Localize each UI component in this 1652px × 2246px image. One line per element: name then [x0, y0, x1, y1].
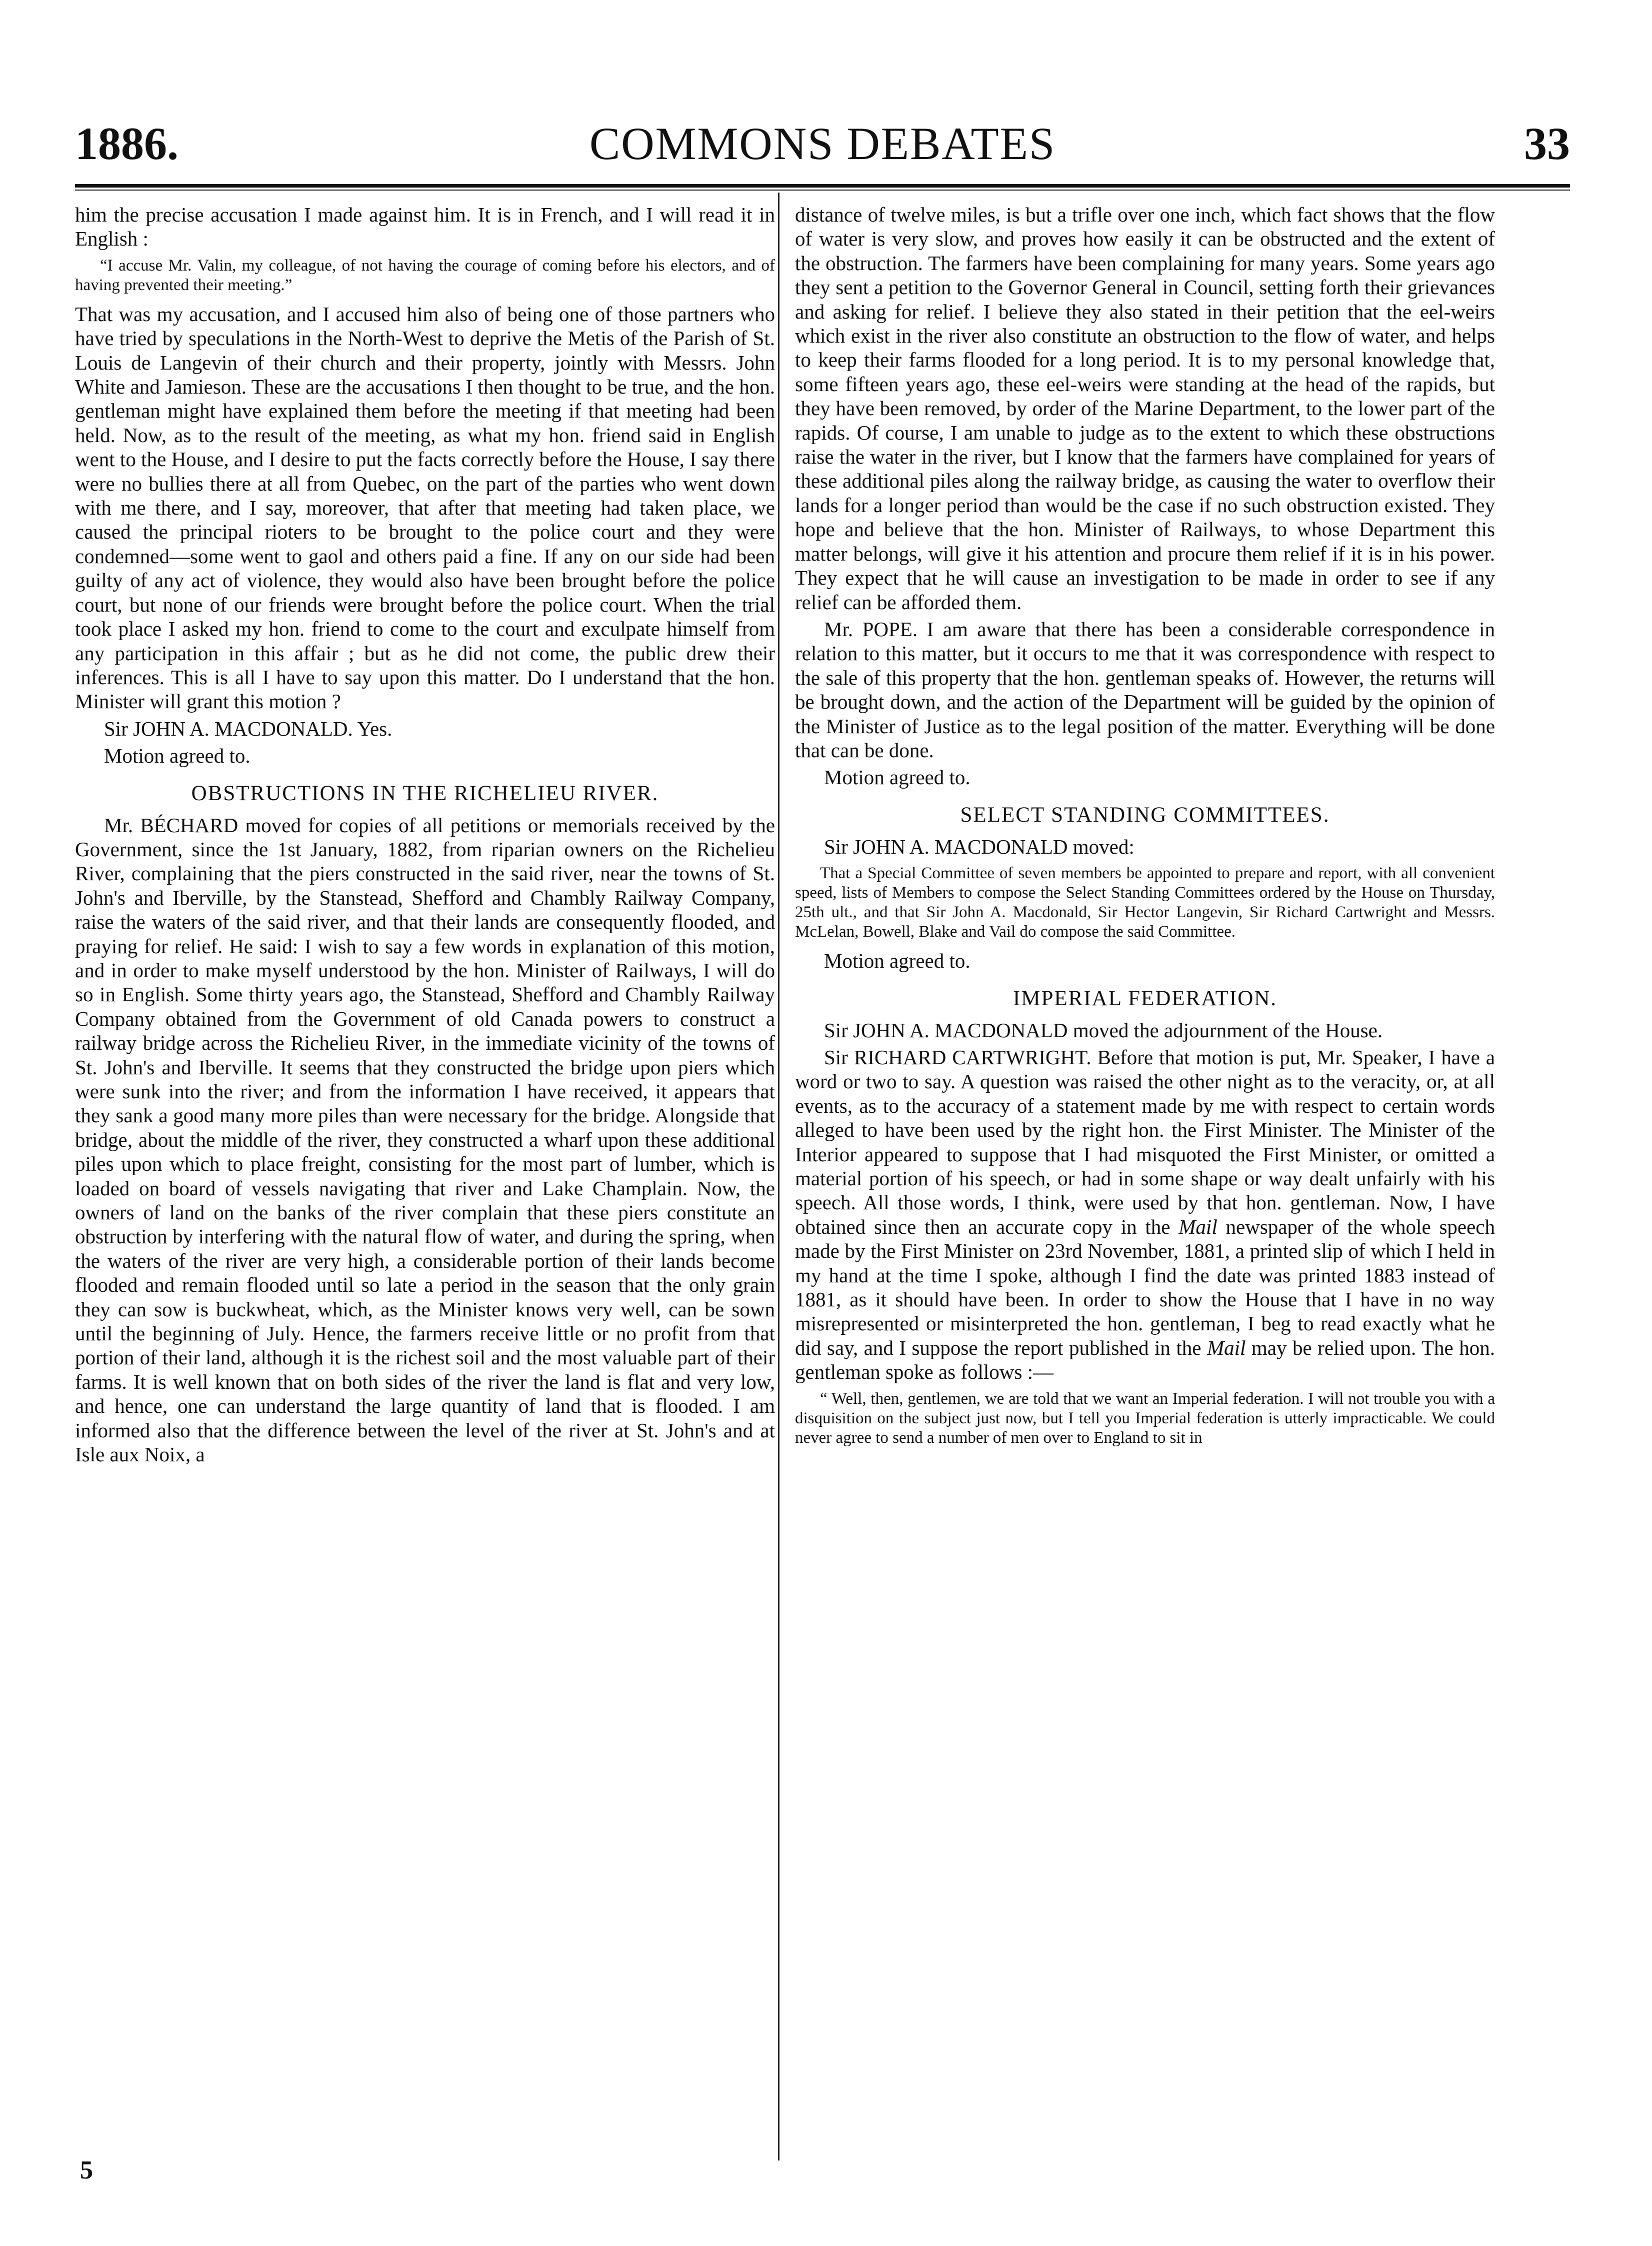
page-header: [75, 116, 1570, 191]
newspaper-title: Mail: [1206, 1336, 1246, 1359]
header-rule: [75, 184, 1570, 191]
paragraph: Sir JOHN A. MACDONALD moved:: [824, 835, 1134, 858]
section-heading: OBSTRUCTIONS IN THE RICHELIEU RIVER.: [191, 781, 659, 805]
newspaper-title: Mail: [1178, 1215, 1218, 1238]
header-page-number: 33: [1524, 118, 1570, 169]
paragraph: Sir JOHN A. MACDONALD moved the adjournment of the House.: [824, 1018, 1383, 1042]
text-run: Sir RICHARD CARTWRIGHT. Before that motion is put, Mr. Speaker, I have a word or two to say. A question was raised the other night as to the veracity, or, at all events, as to the accuracy of a statement made by me with respect to certain words alleged to have been used by the right hon. the First Minister. The Minister of the Interior appeared to suppose that I had misquoted the First Minister, or omitted a material portion of his speech, or had in some shape or way dealt unfairly with his speech. All those words, I think, were used by that hon. gentleman. Now, I have obtained since then an accurate copy in the: [795, 1045, 1495, 1238]
motion-result: Motion agreed to.: [824, 766, 970, 789]
header-year: 1886.: [75, 118, 178, 169]
text-run: newspaper of the whole speech made by the First Minister on 23rd November, 1881, a printed slip of which I held in my hand at the time I spoke, although I find the date was printed 1883 instead of 1881, as it should have been. In order to show the House that I have in no way misrepresented or misinterpreted the hon. gentleman, I beg to read exactly what he did say, and I suppose the report published in the: [795, 1215, 1495, 1359]
section-heading: SELECT STANDING COMMITTEES.: [960, 803, 1330, 827]
header-title: COMMONS DEBATES: [589, 118, 1056, 169]
paragraph: [795, 1045, 1495, 1384]
paragraph: That was my accusation, and I accused him also of being one of those partners who have tried by speculations in the North-West to deprive the Metis of the Parish of St. Louis de Langevin of their church and their property, jointly with Messrs. John White and Jamieson. These are the accusations I then thought to be true, and the hon. gentleman might have explained them before the meeting if that meeting had been held. Now, as to the result of the meeting, as what my hon. friend said in English went to the House, and I desire to put the facts correctly before the House, I say there were no bullies there at all from Quebec, on the part of the parties who went down with me there, and I say, moreover, that after that meeting had taken place, we caused the principal rioters to be brought to the police court and they were condemned—some went to gaol and others paid a fine. If any on our side had been guilty of any act of violence, they would also have been brought before the police court, but none of our friends were brought before the police court. When the trial took place I asked my hon. friend to come to the court and exculpate himself from any participation in this affair ; but as he did not come, the public drew their inferences. This is all I have to say upon this matter. Do I understand that the hon. Minister will grant this motion ?: [75, 302, 775, 713]
right-column: [795, 203, 1495, 1455]
paragraph: distance of twelve miles, is but a trifle over one inch, which fact shows that the flow of water is very slow, and proves how easily it can be obstructed and the extent of the obstruction. The farmers have been complaining for many years. Some years ago they sent a petition to the Governor General in Council, setting forth their grievances and asking for relief. I believe they also stated in their petition that the eel-weirs which exist in the river also constitute an obstruction to the flow of water, and helps to keep their farms flooded for a long period. It is to my personal knowledge that, some fifteen years ago, these eel-weirs were standing at the head of the rapids, but they have been removed, by order of the Marine Department, to the lower part of the rapids. Of course, I am unable to judge as to the extent to which these obstructions raise the water in the river, but I know that the farmers have complained for years of these additional piles along the railway bridge, as causing the water to overflow their lands for a longer period than would be the case if no such obstruction existed. They hope and believe that the hon. Minister of Railways, to whose Department this matter belongs, will give it his attention and procure them relief if it is in his power. They expect that he will cause an investigation to be made in order to see if any relief can be afforded them.: [795, 203, 1495, 614]
left-column: [75, 203, 775, 1470]
paragraph: Mr. POPE. I am aware that there has been a considerable correspondence in relation to this matter, but it occurs to me that it was correspondence with respect to the sale of this property that the hon. gentleman speaks of. However, the returns will be brought down, and the action of the Department will be guided by the opinion of the Minister of Justice as to the legal position of the matter. Everything will be done that can be done.: [795, 617, 1495, 762]
column-divider: [778, 193, 780, 2160]
quotation: That a Special Committee of seven members be appointed to prepare and report, with all convenient speed, lists of Members to compose the Select Standing Committees ordered by the House on Thursday, 25th ult., and that Sir John A. Macdonald, Sir Hector Langevin, Sir Richard Cartwright and Messrs. McLelan, Bowell, Blake and Vail do compose the said Committee.: [795, 864, 1495, 941]
motion-result: Motion agreed to.: [824, 949, 970, 973]
quotation: “ Well, then, gentlemen, we are told that we want an Imperial federation. I will not trouble you with a disquisition on the subject just now, but I tell you Imperial federation is utterly impracticable. We could never agree to send a number of men over to England to sit in: [795, 1389, 1495, 1447]
speaker-reply: Sir JOHN A. MACDONALD. Yes.: [104, 717, 392, 740]
signature-mark: 5: [80, 2156, 93, 2184]
section-heading: IMPERIAL FEDERATION.: [1012, 986, 1278, 1010]
motion-result: Motion agreed to.: [104, 744, 250, 768]
quotation: “I accuse Mr. Valin, my colleague, of not having the courage of coming before his electors, and of having prevented their meeting.”: [75, 256, 775, 294]
text-run: may be relied upon. The hon. gentleman spoke as follows :—: [795, 1336, 1495, 1384]
paragraph: him the precise accusation I made against him. It is in French, and I will read it in English :: [75, 203, 775, 251]
paragraph: Mr. BÉCHARD moved for copies of all petitions or memorials received by the Government, since the 1st January, 1882, from riparian owners on the Richelieu River, complaining that the piers constructed in the said river, near the towns of St. John's and Iberville, by the Stanstead, Shefford and Chambly Railway Company, raise the waters of the said river, and that their lands are consequently flooded, and praying for relief. He said: I wish to say a few words in explanation of this motion, and in order to make myself understood by the hon. Minister of Railways, I will do so in English. Some thirty years ago, the Stanstead, Shefford and Chambly Railway Company obtained from the Government of old Canada powers to construct a railway bridge across the Richelieu River, in the immediate vicinity of the towns of St. John's and Iberville. It seems that they constructed the bridge upon piers which were sunk into the river; and from the information I have received, it appears that they sank a good many more piles than were necessary for the bridge. Alongside that bridge, about the middle of the river, they constructed a wharf upon these additional piles upon which to place freight, consisting for the most part of lumber, which is loaded on board of vessels navigating that river and Lake Champlain. Now, the owners of land on the banks of the river complain that these piers constitute an obstruction by interfering with the natural flow of water, and during the spring, when the waters of the river are very high, a considerable portion of their lands become flooded and remain flooded until so late a period in the season that the only grain they can sow is buckwheat, which, as the Minister knows very well, can be sown until the beginning of July. Hence, the farmers receive little or no profit from that portion of their land, although it is the richest soil and the most valuable part of their farms. It is well known that on both sides of the river the land is flat and very low, and hence, one can understand the large quantity of land that is flooded. I am informed also that the difference between the level of the river at St. John's and at Isle aux Noix, a: [75, 813, 775, 1466]
